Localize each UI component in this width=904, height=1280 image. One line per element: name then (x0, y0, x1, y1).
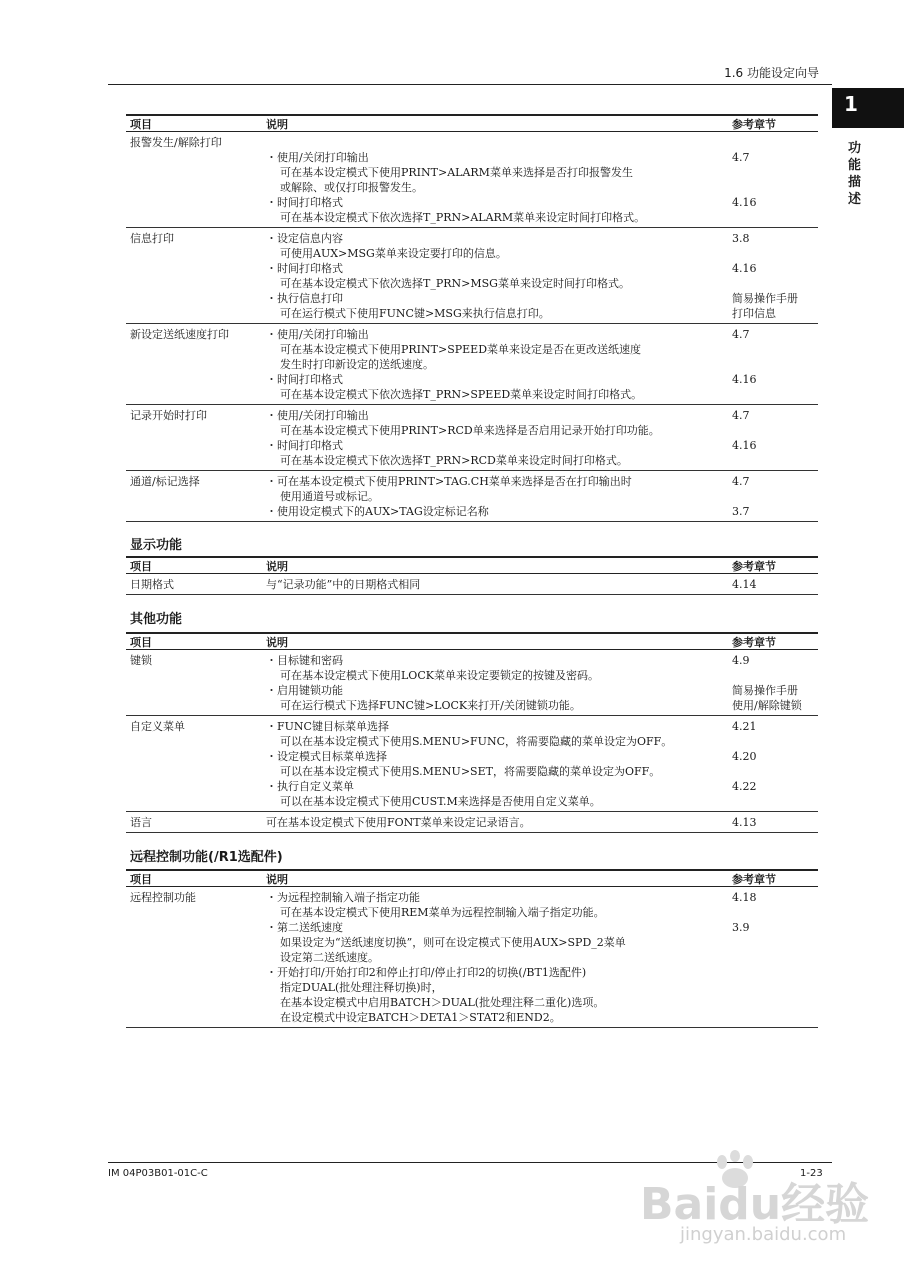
reference-section: 简易操作手册 (732, 292, 798, 305)
table-row (126, 574, 818, 595)
column-header-ref: 参考章节 (732, 873, 776, 886)
reference-section: 4.22 (732, 780, 757, 793)
description-detail: 可在基本设定模式下使用LOCK菜单来设定要锁定的按键及密码。 (280, 669, 599, 682)
table-header (126, 869, 818, 887)
description-line: ・执行自定义菜单 (266, 780, 354, 793)
remote-functions-table (126, 869, 818, 1028)
watermark-brand: Baidu经验 (640, 1179, 870, 1230)
table-header (126, 114, 818, 132)
reference-section: 4.13 (732, 816, 757, 829)
description-detail: 可在基本设定模式下使用PRINT>ALARM菜单来选择是否打印报警发生 (280, 166, 633, 179)
row-item-label: 语言 (130, 816, 152, 829)
description-line: ・开始打印/开始打印2和停止打印/停止打印2的切换(/BT1选配件) (266, 966, 587, 979)
description-detail: 可在基本设定模式下依次选择T_PRN>ALARM菜单来设定时间打印格式。 (280, 211, 646, 224)
description-line: ・目标键和密码 (266, 654, 343, 667)
reference-section: 3.7 (732, 505, 750, 518)
reference-section: 4.18 (732, 891, 757, 904)
table-header (126, 632, 818, 650)
description-detail: 在基本设定模式中启用BATCH＞DUAL(批处理注释二重化)选项。 (280, 996, 605, 1009)
description-detail: 可在基本设定模式下依次选择T_PRN>RCD菜单来设定时间打印格式。 (280, 454, 628, 467)
table-row (126, 650, 818, 716)
description-detail: 可在运行模式下选择FUNC键>LOCK来打开/关闭键锁功能。 (280, 699, 581, 712)
description-detail: 使用通道号或标记。 (280, 490, 379, 503)
description-detail: 可在基本设定模式下使用REM菜单为远程控制输入端子指定功能。 (280, 906, 605, 919)
column-header-item: 项目 (130, 118, 152, 131)
watermark-url: jingyan.baidu.com (680, 1224, 847, 1245)
description-line: ・使用/关闭打印输出 (266, 328, 369, 341)
reference-section: 4.7 (732, 409, 750, 422)
description-line: ・使用/关闭打印输出 (266, 151, 369, 164)
reference-section: 4.7 (732, 151, 750, 164)
reference-section: 3.8 (732, 232, 750, 245)
reference-section: 4.21 (732, 720, 757, 733)
description-line: ・FUNC键目标菜单选择 (266, 720, 389, 733)
other-functions-table (126, 632, 818, 833)
description-line: ・时间打印格式 (266, 262, 343, 275)
chapter-title: 功能描述 (848, 141, 862, 207)
reference-section: 3.9 (732, 921, 750, 934)
row-item-label: 信息打印 (130, 232, 174, 245)
row-item-label: 日期格式 (130, 578, 174, 591)
table-row (126, 132, 818, 228)
column-header-desc: 说明 (266, 636, 288, 649)
column-header-item: 项目 (130, 873, 152, 886)
table-row (126, 405, 818, 471)
reference-section: 4.7 (732, 475, 750, 488)
description-line: 可在基本设定模式下使用FONT菜单来设定记录语言。 (266, 816, 531, 829)
description-line: ・设定模式目标菜单选择 (266, 750, 387, 763)
reference-section: 4.16 (732, 373, 757, 386)
reference-section: 简易操作手册 (732, 684, 798, 697)
remote-section-title: 远程控制功能(/R1选配件) (130, 850, 283, 865)
reference-section: 4.16 (732, 439, 757, 452)
description-detail: 可以在基本设定模式下使用S.MENU>SET，将需要隐藏的菜单设定为OFF。 (280, 765, 661, 778)
column-header-desc: 说明 (266, 118, 288, 131)
row-item-label: 自定义菜单 (130, 720, 185, 733)
description-line: ・使用设定模式下的AUX>TAG设定标记名称 (266, 505, 489, 518)
column-header-item: 项目 (130, 560, 152, 573)
row-item-label: 新设定送纸速度打印 (130, 328, 229, 341)
column-header-item: 项目 (130, 636, 152, 649)
header-rule (108, 84, 832, 85)
description-line: ・时间打印格式 (266, 196, 343, 209)
reference-section: 4.20 (732, 750, 757, 763)
description-detail: 可在基本设定模式下使用PRINT>RCD单来选择是否启用记录开始打印功能。 (280, 424, 660, 437)
page-number: 1-23 (800, 1168, 823, 1179)
description-line: 与“记录功能”中的日期格式相同 (266, 578, 421, 591)
row-item-label: 通道/标记选择 (130, 475, 200, 488)
description-line: ・设定信息内容 (266, 232, 343, 245)
description-detail: 可在基本设定模式下使用PRINT>SPEED菜单来设定是否在更改送纸速度 (280, 343, 642, 356)
table-row (126, 324, 818, 405)
chapter-number-tab: 1 (832, 88, 904, 128)
description-line: ・第二送纸速度 (266, 921, 343, 934)
description-line: ・为远程控制输入端子指定功能 (266, 891, 420, 904)
table-row (126, 812, 818, 833)
table-row (126, 471, 818, 522)
row-item-label: 记录开始时打印 (130, 409, 207, 422)
description-detail: 可在基本设定模式下依次选择T_PRN>SPEED菜单来设定时间打印格式。 (280, 388, 643, 401)
reference-section: 4.7 (732, 328, 750, 341)
table-row (126, 716, 818, 812)
description-line: ・时间打印格式 (266, 373, 343, 386)
document-id: IM 04P03B01-01C-C (108, 1168, 208, 1179)
reference-section: 4.14 (732, 578, 757, 591)
watermark (640, 1150, 900, 1260)
description-line: ・执行信息打印 (266, 292, 343, 305)
column-header-ref: 参考章节 (732, 118, 776, 131)
other-section-title: 其他功能 (130, 612, 183, 627)
column-header-ref: 参考章节 (732, 560, 776, 573)
reference-section: 4.9 (732, 654, 750, 667)
table-row (126, 228, 818, 324)
description-line: ・时间打印格式 (266, 439, 343, 452)
description-detail: 在设定模式中设定BATCH＞DETA1＞STAT2和END2。 (280, 1011, 561, 1024)
description-detail: 可在运行模式下使用FUNC键>MSG来执行信息打印。 (280, 307, 550, 320)
description-detail: 发生时打印新设定的送纸速度。 (280, 358, 434, 371)
table-row (126, 887, 818, 1028)
display-section-title: 显示功能 (130, 538, 183, 553)
row-item-label: 报警发生/解除打印 (130, 136, 222, 149)
column-header-desc: 说明 (266, 560, 288, 573)
description-line: ・可在基本设定模式下使用PRINT>TAG.CH菜单来选择是否在打印输出时 (266, 475, 632, 488)
description-detail: 指定DUAL(批处理注释切换)时， (280, 981, 443, 994)
description-detail: 设定第二送纸速度。 (280, 951, 379, 964)
reference-section: 使用/解除键锁 (732, 699, 802, 712)
description-detail: 可使用AUX>MSG菜单来设定要打印的信息。 (280, 247, 507, 260)
reference-section: 4.16 (732, 196, 757, 209)
reference-section: 4.16 (732, 262, 757, 275)
display-functions-table (126, 556, 818, 595)
column-header-ref: 参考章节 (732, 636, 776, 649)
description-line: ・使用/关闭打印输出 (266, 409, 369, 422)
row-item-label: 远程控制功能 (130, 891, 196, 904)
column-header-desc: 说明 (266, 873, 288, 886)
description-detail: 如果设定为“送纸速度切换”，则可在设定模式下使用AUX>SPD_2菜单 (280, 936, 626, 949)
description-detail: 可以在基本设定模式下使用CUST.M来选择是否使用自定义菜单。 (280, 795, 601, 808)
section-heading: 1.6 功能设定向导 (724, 66, 819, 80)
print-functions-table (126, 114, 818, 522)
description-detail: 可以在基本设定模式下使用S.MENU>FUNC，将需要隐藏的菜单设定为OFF。 (280, 735, 673, 748)
table-header (126, 556, 818, 574)
reference-section: 打印信息 (732, 307, 776, 320)
description-line: ・启用键锁功能 (266, 684, 343, 697)
row-item-label: 键锁 (130, 654, 152, 667)
description-detail: 或解除、或仅打印报警发生。 (280, 181, 423, 194)
description-detail: 可在基本设定模式下依次选择T_PRN>MSG菜单来设定时间打印格式。 (280, 277, 630, 290)
